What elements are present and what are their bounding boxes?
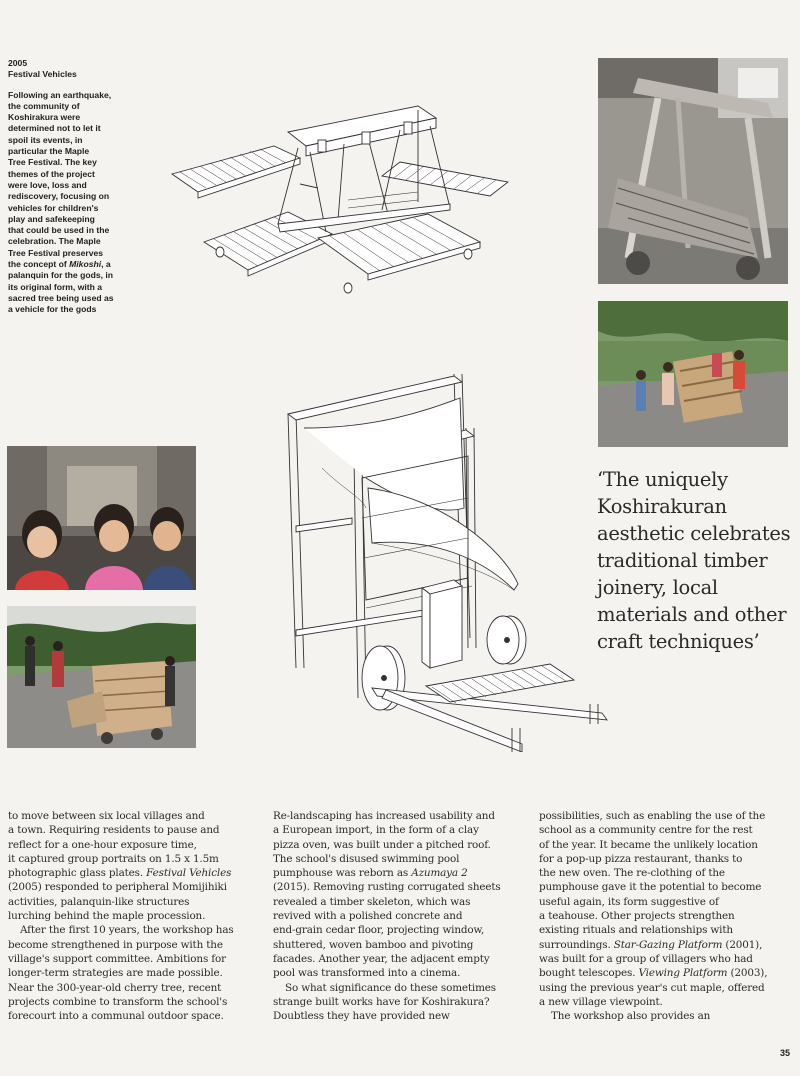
horn-vehicle-drawing xyxy=(282,368,612,752)
body-column-2: Re-landscaping has increased usability and a European import, in the form of a clay pizza oven, was built under a pitched roof. The school's disused swimming pool pumphouse was reborn as Azumaya 2 (2015). Removing rusting corrugated sheets revealed a timber skeleton, which was revived with a polished concrete and end-grain cedar floor, projecting window, shuttered, woven bamboo and pivoting facades. Another year, the adjacent empty pool was transformed into a cinema. So what significance do these sometimes strange built works have for Koshirakura? Doubtless they have provided new xyxy=(273,810,501,1023)
pull-quote: ‘The uniquely Koshirakuran aesthetic celebrates traditional timber joinery, local materials and other craft techniques’ xyxy=(597,468,791,653)
azumaya-term: Azumaya 2 xyxy=(411,867,468,880)
workshop-photo xyxy=(598,58,788,284)
mikoshi-term: Mikoshi xyxy=(69,259,102,270)
caption-text: Following an earthquake, the community of Koshirakura were determined not to let it spoil its events, in particular the Maple Tree Festival. The key themes of the project were love, loss and rediscovery, focusing on vehicles for children's play and safekeeping that could be used in the celebration. The Maple Tree Festival preserves the concept of Mikoshi, a palanquin for the gods, in its original form, with a sacred tree being used as a vehicle for the gods xyxy=(8,89,114,315)
villagers-procession-photo xyxy=(598,301,788,447)
page-number: 35 xyxy=(779,1048,790,1058)
project-title: Festival Vehicles xyxy=(8,69,77,80)
project-year: 2005 xyxy=(8,58,28,68)
project-caption xyxy=(8,58,120,316)
body-column-1: to move between six local villages and a town. Requiring residents to pause and reflect for a one-hour exposure time, it captured group portraits on 1.5 x 1.5m photographic glass plates. Festival Vehicles (2005) responded to peripheral Momijihiki activities, palanquin-like structures lurching behind the maple procession. After the first 10 years, the workshop has become strengthened in purpose with the village's support committee. Ambitions for longer-term strategies are made possible. Near the 300-year-old cherry tree, recent projects combine to transform the school's forecourt into a communal outdoor space. xyxy=(8,810,234,1023)
children-photo xyxy=(7,446,196,590)
viewing-platform-term: Viewing Platform xyxy=(638,967,728,980)
star-gazing-platform-term: Star-Gazing Platform xyxy=(613,938,723,951)
palanquin-drawing xyxy=(168,92,524,298)
festival-vehicles-term: Festival Vehicles xyxy=(146,867,232,880)
vehicle-pushing-photo xyxy=(7,606,196,748)
body-column-3: possibilities, such as enabling the use of the school as a community centre for the rest of the year. It became the unlikely location for a pop-up pizza restaurant, thanks to the new oven. The re-clothing of the pumphouse gave it the potential to become useful again, its form suggestive of a teahouse. Other projects strengthen existing rituals and relationships with surroundings. Star-Gazing Platform (2001), was built for a group of villagers who had bought telescopes. Viewing Platform (2003), using the previous year's cut maple, offered a new village viewpoint. The workshop also provides an xyxy=(539,810,768,1023)
